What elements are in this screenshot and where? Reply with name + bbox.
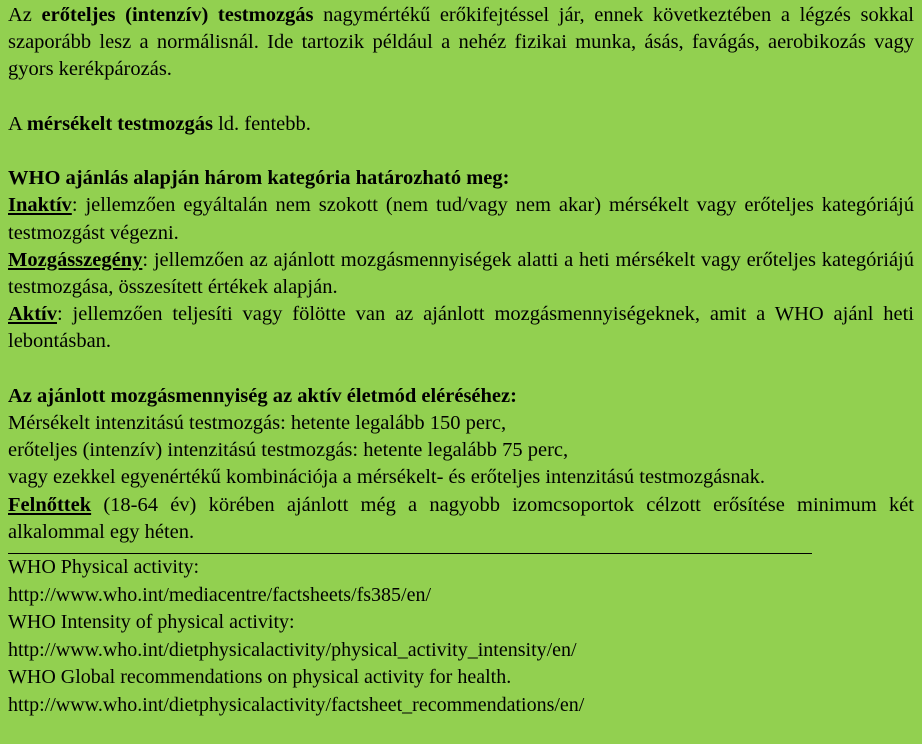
adult-recommendation bbox=[8, 492, 914, 546]
spacer bbox=[8, 356, 914, 383]
recommended-line: erőteljes (intenzív) intenzitású testmozgás: hetente legalább 75 perc, bbox=[8, 439, 569, 462]
category-description: : jellemzően teljesíti vagy fölötte van az ajánlott mozgásmennyiségeknek, amit a WHO ajánl heti lebontásban. bbox=[8, 303, 914, 353]
who-categories-heading: WHO ajánlás alapján három kategória határozható meg: bbox=[8, 167, 510, 190]
spacer bbox=[8, 138, 914, 165]
reference-url[interactable]: http://www.who.int/dietphysicalactivity/factsheet_recommendations/en/ bbox=[8, 693, 585, 716]
recommended-line: vagy ezekkel egyenértékű kombinációja a mérsékelt- és erőteljes intenzitású testmozgásnak. bbox=[8, 466, 766, 489]
reference-url[interactable]: http://www.who.int/mediacentre/factsheets/fs385/en/ bbox=[8, 583, 432, 606]
intense-description: nagymértékű erőkifejtéssel jár, ennek következtében a légzés sokkal szaporább lesz a normálisnál. Ide tartozik például a nehéz fizikai munka, ásás, favágás, aerobikozás vagy gyors kerékpározás. bbox=[8, 4, 915, 81]
intense-term: erőteljes (intenzív) testmozgás bbox=[41, 4, 314, 26]
category-description: : jellemzően az ajánlott mozgásmennyiségek alatti a heti mérsékelt vagy erőteljes kategóriájú testmozgása, összesített értékek alapján. bbox=[8, 248, 914, 298]
adult-description: (18-64 év) körében ajánlott még a nagyobb izomcsoportok célzott erősítése minimum két alkalommal egy héten. bbox=[8, 493, 914, 543]
references bbox=[8, 554, 914, 719]
reference-title: WHO Intensity of physical activity: bbox=[8, 611, 295, 634]
reference-url[interactable]: http://www.who.int/dietphysicalactivity/physical_activity_intensity/en/ bbox=[8, 638, 577, 661]
intense-pre: Az bbox=[8, 4, 42, 26]
category-term: Inaktív bbox=[8, 194, 72, 217]
category-active bbox=[8, 301, 914, 355]
category-sedentary bbox=[8, 247, 914, 301]
moderate-pre: A bbox=[8, 112, 27, 135]
category-term: Aktív bbox=[8, 303, 57, 326]
category-inactive bbox=[8, 192, 914, 246]
moderate-exercise-paragraph bbox=[8, 111, 914, 138]
adult-term: Felnőttek bbox=[8, 493, 92, 516]
category-term: Mozgásszegény bbox=[8, 248, 143, 271]
moderate-term: mérsékelt testmozgás bbox=[26, 112, 213, 135]
reference-title: WHO Global recommendations on physical activity for health. bbox=[8, 666, 512, 689]
category-description: : jellemzően egyáltalán nem szokott (nem tud/vagy nem akar) mérsékelt vagy erőteljes kategóriájú testmozgást végezni. bbox=[8, 194, 914, 244]
recommended-line: Mérsékelt intenzitású testmozgás: hetente legalább 150 perc, bbox=[8, 412, 507, 434]
recommended-heading: Az ajánlott mozgásmennyiség az aktív életmód eléréséhez: bbox=[8, 384, 517, 407]
intense-exercise-paragraph bbox=[8, 2, 914, 84]
spacer bbox=[8, 84, 914, 111]
reference-title: WHO Physical activity: bbox=[8, 556, 200, 579]
moderate-description: ld. fentebb. bbox=[212, 112, 311, 135]
